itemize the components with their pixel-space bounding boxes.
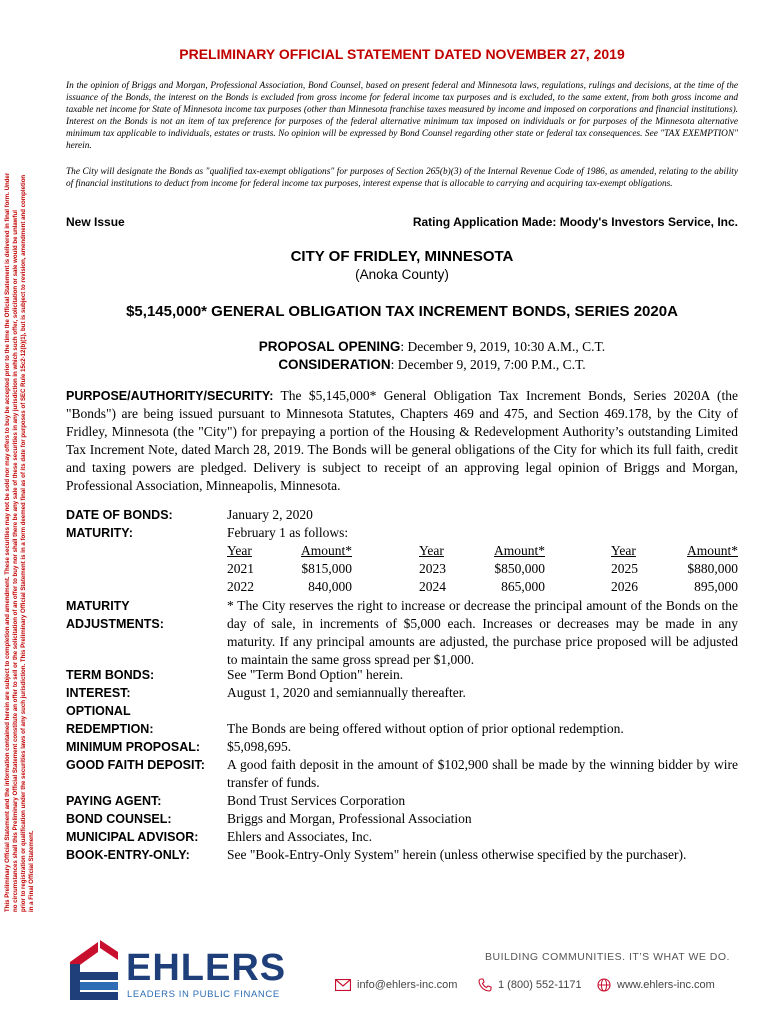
maturity-header-cell: Amount* — [300, 543, 352, 558]
book-entry-only-value: See "Book-Entry-Only System" herein (unless otherwise specified by the purchaser). — [227, 847, 687, 862]
bond-counsel-value: Briggs and Morgan, Professional Association — [227, 811, 472, 826]
logo-tagline: LEADERS IN PUBLIC FINANCE — [127, 989, 280, 1000]
footer-tagline: BUILDING COMMUNITIES. IT’S WHAT WE DO. — [485, 951, 730, 963]
maturity-header-cell: Year — [227, 543, 252, 558]
maturity-cell: 895,000 — [694, 579, 738, 594]
maturity-table-row — [227, 561, 738, 579]
maturity-cell: $815,000 — [301, 561, 352, 576]
minimum-proposal-value: $5,098,695. — [227, 739, 292, 754]
date-of-bonds-value: January 2, 2020 — [227, 507, 313, 522]
tax-designation-paragraph: The City will designate the Bonds as "qualified tax-exempt obligations" for purposes of Section 265(b)(3) of the Internal Revenue Code of 1986, as amended, relating to the ability of financial institutions to deduct from income for federal income tax purposes, interest expense that is allocable to carrying and acquiring tax-exempt obligations. — [66, 167, 738, 190]
good-faith-deposit-value: A good faith deposit in the amount of $102,900 shall be made by the winning bidder by wire transfer of funds. — [227, 757, 738, 790]
logo-wordmark: EHLERS — [126, 947, 287, 989]
footer-website-text: www.ehlers-inc.com — [617, 979, 715, 991]
proposal-opening — [66, 339, 738, 355]
optional-redemption-value: The Bonds are being offered without option of prior optional redemption. — [227, 721, 624, 736]
maturity-header-cell: Amount* — [686, 543, 738, 558]
optional-redemption-label — [66, 702, 154, 738]
paying-agent-value: Bond Trust Services Corporation — [227, 793, 406, 808]
envelope-icon — [335, 979, 351, 991]
book-entry-only-label: BOOK-ENTRY-ONLY: — [66, 848, 190, 862]
municipal-advisor-value: Ehlers and Associates, Inc. — [227, 829, 373, 844]
purpose-text: The $5,145,000* General Obligation Tax Increment Bonds, Series 2020A (the "Bonds") are being issued pursuant to Minnesota Statutes, Chapters 469 and 475, and Section 469.178, by the City of Fridley, Minnesota (the "City") for prepaying a portion of the Housing & Redevelopment Authority’s outstanding Limited Tax Increment Note, dated March 28, 2019. The Bonds will be general obligations of the City for which its full faith, credit and taxing powers are pledged. Delivery is subject to receipt of an approving legal opinion of Briggs and Morgan, Professional Association, Minneapolis, Minnesota. — [66, 388, 738, 493]
maturity-cell: 2023 — [419, 561, 446, 576]
consideration-value: : December 9, 2019, 7:00 P.M., C.T. — [390, 357, 586, 372]
interest-value: August 1, 2020 and semiannually thereafter. — [227, 685, 466, 700]
maturity-adjustments-label-line: ADJUSTMENTS: — [66, 617, 164, 631]
consideration — [66, 357, 738, 373]
issue-type: New Issue — [66, 215, 125, 229]
date-of-bonds-label: DATE OF BONDS: — [66, 508, 173, 522]
maturity-cell: 2024 — [419, 579, 446, 594]
bond-counsel-label: BOND COUNSEL: — [66, 812, 172, 826]
maturity-cell: $880,000 — [687, 561, 738, 576]
document-title: PRELIMINARY OFFICIAL STATEMENT DATED NOVEMBER 27, 2019 — [179, 46, 625, 62]
maturity-table-row — [227, 579, 738, 597]
paying-agent-label: PAYING AGENT: — [66, 794, 162, 808]
footer-website[interactable] — [597, 976, 715, 994]
maturity-label: MATURITY: — [66, 526, 133, 540]
footer-phone-text: 1 (800) 552-1171 — [498, 979, 582, 991]
maturity-adjustments-label-line: MATURITY — [66, 599, 130, 613]
maturity-cell: $850,000 — [494, 561, 545, 576]
phone-icon — [478, 978, 492, 992]
purpose-label: PURPOSE/AUTHORITY/SECURITY: — [66, 389, 274, 403]
maturity-cell: 865,000 — [501, 579, 545, 594]
purpose-paragraph — [66, 387, 738, 495]
rating-statement: Rating Application Made: Moody's Investors Service, Inc. — [412, 215, 738, 229]
maturity-adjustments-value: * The City reserves the right to increase or decrease the principal amount of the Bonds on the day of sale, in increments of $5,000 each. Increases or decreases may be made in any maturity. If any principal amounts are adjusted, the purchase price proposed will be adjusted to maintain the same gross spread per $1,000. — [227, 598, 738, 667]
term-bonds-label: TERM BONDS: — [66, 668, 155, 682]
maturity-header-cell: Year — [611, 543, 636, 558]
consideration-label: CONSIDERATION — [278, 357, 391, 372]
proposal-opening-label: PROPOSAL OPENING — [258, 339, 401, 354]
maturity-cell: 2025 — [611, 561, 638, 576]
maturity-cell: 2022 — [227, 579, 254, 594]
maturity-cell: 2026 — [611, 579, 638, 594]
issuer-name: CITY OF FRIDLEY, MINNESOTA — [290, 248, 514, 265]
footer-phone[interactable] — [478, 976, 582, 994]
side-disclaimer-line: no circumstances shall this Preliminary Official Statement constitute an offer to sell or the solicitation of an offer to buy nor shall there be any sale of these securities in any jurisdiction in which such offer, solicitation or sale would be unlawful — [12, 210, 19, 912]
maturity-table-header — [227, 543, 738, 561]
maturity-value: February 1 as follows: — [227, 525, 349, 540]
bond-title: $5,145,000* GENERAL OBLIGATION TAX INCREMENT BONDS, SERIES 2020A — [126, 303, 678, 320]
maturity-cell: 2021 — [227, 561, 254, 576]
maturity-header-cell: Amount* — [493, 543, 545, 558]
proposal-opening-value: : December 9, 2019, 10:30 A.M., C.T. — [400, 339, 606, 354]
term-bonds-value: See "Term Bond Option" herein. — [227, 667, 404, 682]
ehlers-logo-icon — [62, 938, 122, 1002]
issuer-county: (Anoka County) — [355, 267, 449, 282]
side-disclaimer-line: in a Final Official Statement. — [28, 830, 35, 912]
side-disclaimer — [4, 52, 62, 912]
globe-icon — [597, 978, 611, 992]
optional-redemption-label-line: OPTIONAL — [66, 704, 131, 718]
maturity-adjustments-label — [66, 597, 164, 633]
municipal-advisor-label: MUNICIPAL ADVISOR: — [66, 830, 199, 844]
footer-email-text: info@ehlers-inc.com — [357, 979, 458, 991]
minimum-proposal-label: MINIMUM PROPOSAL: — [66, 740, 201, 754]
good-faith-deposit-label: GOOD FAITH DEPOSIT: — [66, 758, 205, 772]
tax-opinion-paragraph: In the opinion of Briggs and Morgan, Professional Association, Bond Counsel, based on present federal and Minnesota laws, regulations, rulings and decisions, at the time of the issuance of the Bonds, the interest on the Bonds is excluded from gross income for federal income tax purposes and is excluded, to the same extent, from both gross income and taxable net income for State of Minnesota income tax purposes (other than Minnesota franchise taxes measured by income and imposed on corporations and financial institutions). Interest on the Bonds is not an item of tax preference for purposes of the federal alternative minimum tax imposed on individuals or for purposes of the Minnesota alternative minimum tax applicable to individuals, estates or trusts. No opinion will be expressed by Bond Counsel regarding other state or federal tax consequences. See "TAX EXEMPTION" herein. — [66, 81, 738, 152]
interest-label: INTEREST: — [66, 686, 131, 700]
side-disclaimer-line: prior to registration or qualification under the securities laws of any such jurisdiction. This Preliminary Official Statement is in a form deemed final as of its date for purposes of SEC Rule 15c2-12(b)(1), but is subject to revision, amendment and completion — [20, 174, 27, 912]
side-disclaimer-line: This Preliminary Official Statement and the information contained herein are subject to completion and amendment. These securities may not be sold nor may offers to buy be accepted prior to the time the Official Statement is delivered in final form. Under — [4, 172, 11, 912]
maturity-header-cell: Year — [419, 543, 444, 558]
optional-redemption-label-line: REDEMPTION: — [66, 722, 154, 736]
maturity-cell: 840,000 — [308, 579, 352, 594]
footer-email[interactable] — [335, 976, 457, 994]
